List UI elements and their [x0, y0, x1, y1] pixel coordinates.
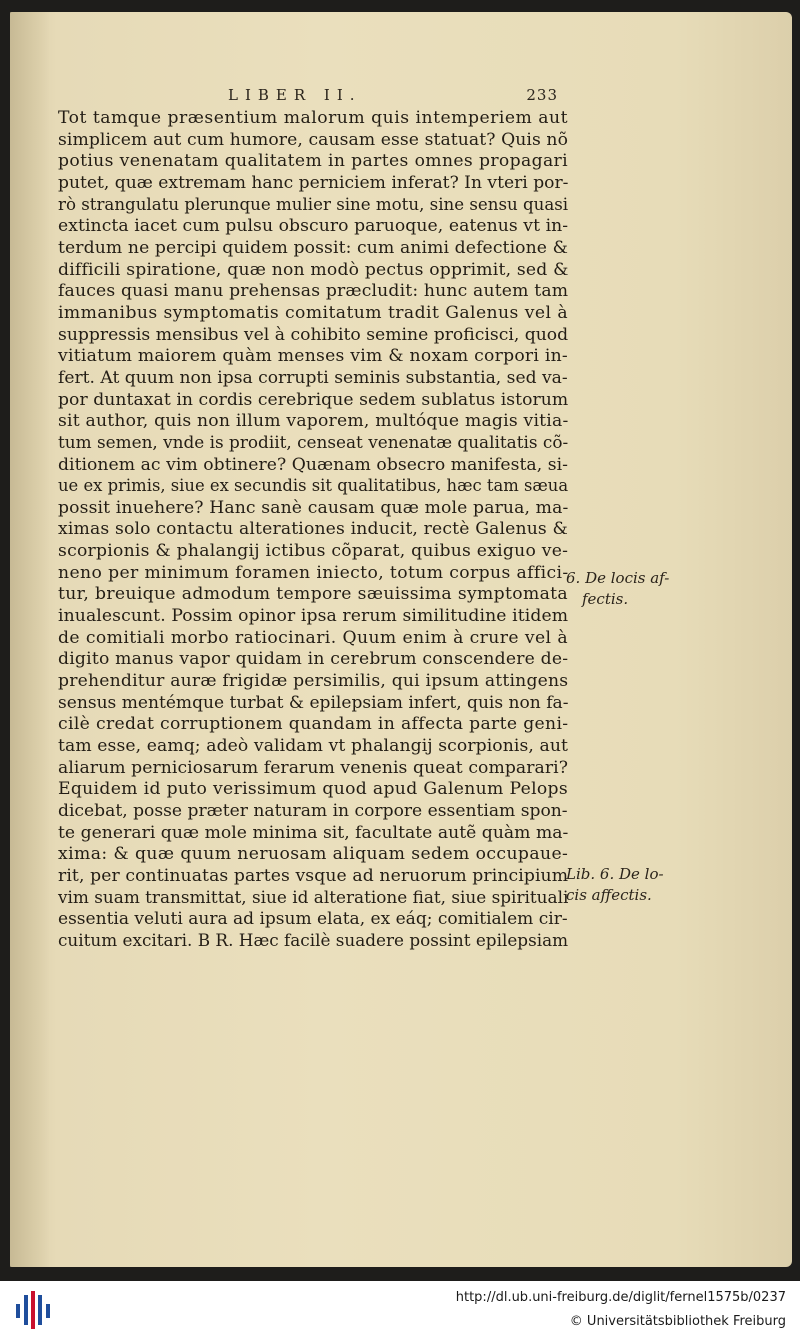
text-line: te generari quæ mole minima sit, facultate autẽ quàm ma- — [58, 822, 569, 843]
text-line: extincta iacet cum pulsu obscuro paruoque, eatenus vt in- — [58, 216, 569, 237]
running-title: LIBER II. — [228, 86, 362, 104]
text-line: scorpionis & phalangij ictibus cõparat, quibus exiguo ve- — [58, 541, 569, 562]
text-line: neno per minimum foramen iniecto, totum corpus affici- — [58, 562, 569, 583]
copyright-notice: © Universitätsbibliothek Freiburg — [569, 1314, 786, 1329]
text-line: de comitiali morbo ratiocinari. Quum enim à crure vel à — [58, 627, 568, 648]
text-line: sit author, quis non illum vaporem, multóque magis vitia- — [58, 411, 569, 432]
text-line: vim suam transmittat, siue id alteratione fiat, siue spirituali — [58, 887, 569, 908]
running-head — [228, 86, 558, 108]
text-line: aliarum perniciosarum ferarum venenis queat comparari? — [58, 757, 568, 778]
text-line: potius venenatam qualitatem in partes omnes propagari — [58, 151, 568, 172]
text-line: suppressis mensibus vel à cohibito semine proficisci, quod — [58, 324, 569, 345]
text-line: terdum ne percipi quidem possit: cum animi defectione & — [58, 237, 569, 258]
viewer-footer — [0, 1281, 800, 1339]
text-line: vitiatum maiorem quàm menses vim & noxam corpori in- — [58, 346, 568, 367]
main-text-block — [58, 108, 568, 953]
page-number: 233 — [526, 86, 558, 104]
text-line: cilè credat corruptionem quandam in affecta parte geni- — [58, 714, 569, 735]
text-line: essentia veluti aura ad ipsum elata, ex eáq; comitialem cir- — [58, 909, 568, 930]
text-line: tum semen, vnde is prodiit, censeat venenatæ qualitatis cõ- — [58, 432, 569, 453]
text-line: Equidem id puto verissimum quod apud Galenum Pelops — [58, 779, 568, 800]
margin-note-line: cis affectis. — [566, 886, 652, 904]
text-line: ue ex primis, siue ex secundis sit qualitatibus, hæc tam sæua — [58, 476, 569, 497]
page-gutter-shadow — [10, 12, 50, 1267]
text-line: sensus mentémque turbat & epilepsiam infert, quis non fa- — [58, 692, 569, 713]
text-line: rò strangulatu plerunque mulier sine motu, sine sensu quasi — [58, 194, 569, 215]
text-line: ditionem ac vim obtinere? Quænam obsecro manifesta, si- — [58, 454, 568, 475]
text-line: simplicem aut cum humore, causam esse statuat? Quis nõ — [58, 129, 568, 150]
margin-note-1 — [566, 568, 669, 610]
text-line: ximas solo contactu alterationes inducit, rectè Galenus & — [58, 519, 568, 540]
permalink-url[interactable]: http://dl.ub.uni-freiburg.de/diglit/fernel1575b/0237 — [455, 1290, 786, 1305]
margin-note-line: Lib. 6. De lo- — [566, 865, 664, 883]
text-line: inualescunt. Possim opinor ipsa rerum similitudine itidem — [58, 606, 569, 627]
university-library-logo-icon — [13, 1289, 53, 1331]
text-line: tam esse, eamq; adeò validam vt phalangij scorpionis, aut — [58, 736, 568, 757]
text-line: fauces quasi manu prehensas præcludit: hunc autem tam — [58, 281, 569, 302]
text-line: difficili spiratione, quæ non modò pectus opprimit, sed & — [58, 259, 569, 280]
margin-note-line: fectis. — [582, 590, 629, 608]
margin-note-2 — [566, 864, 664, 906]
text-line: rit, per continuatas partes vsque ad neruorum principium — [58, 865, 569, 886]
text-line: xima: & quæ quum neruosam aliquam sedem occupaue- — [58, 844, 569, 865]
text-line: cuitum excitari. B R. Hæc facilè suadere possint epilepsiam — [58, 930, 569, 951]
text-line: fert. At quum non ipsa corrupti seminis substantia, sed va- — [58, 367, 568, 388]
text-line: prehenditur auræ frigidæ persimilis, qui ipsum attingens — [58, 671, 569, 692]
text-line: immanibus symptomatis comitatum tradit Galenus vel à — [58, 302, 568, 323]
text-line: Tot tamque præsentium malorum quis intemperiem aut — [58, 108, 568, 128]
text-line: putet, quæ extremam hanc perniciem inferat? In vteri por- — [58, 172, 569, 193]
text-line: digito manus vapor quidam in cerebrum conscendere de- — [58, 649, 569, 670]
text-line: dicebat, posse præter naturam in corpore essentiam spon- — [58, 801, 568, 821]
text-line: possit inuehere? Hanc sanè causam quæ mole parua, ma- — [58, 497, 569, 518]
text-line: tur, breuique admodum tempore sæuissima symptomata — [58, 584, 568, 605]
text-line: por duntaxat in cordis cerebrique sedem sublatus istorum — [58, 389, 569, 410]
margin-note-line: 6. De locis af- — [566, 569, 670, 587]
